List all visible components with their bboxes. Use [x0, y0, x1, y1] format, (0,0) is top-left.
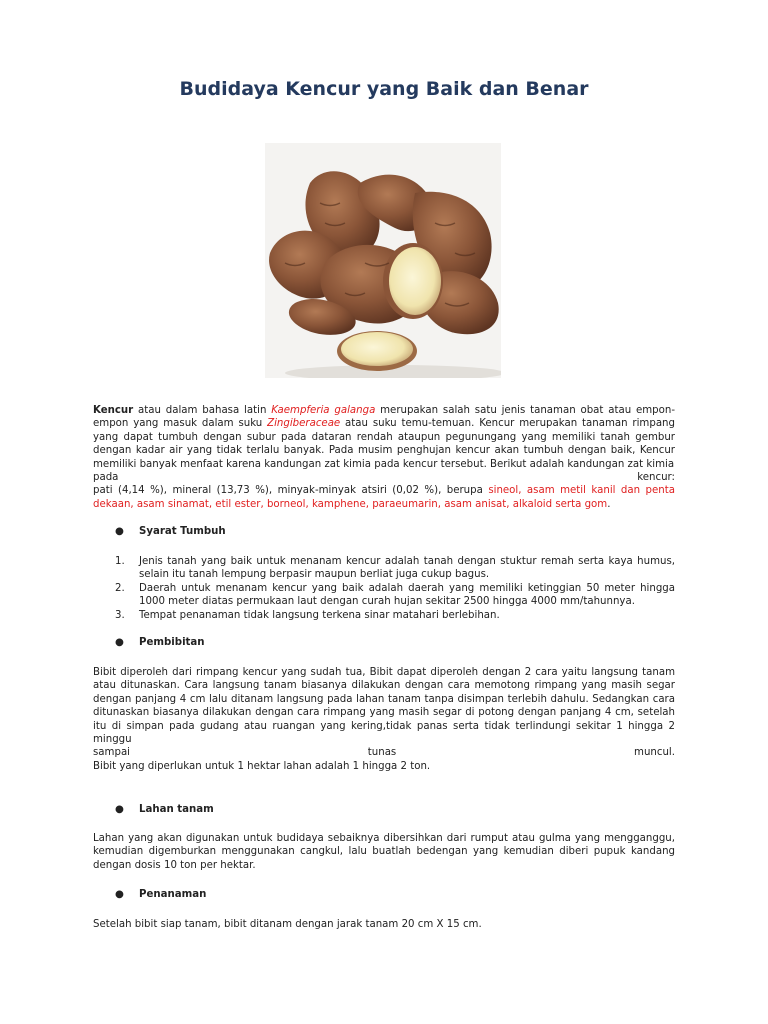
- pembibitan-paragraph: Bibit diperoleh dari rimpang kencur yang sudah tua, Bibit dapat diperoleh dengan 2 cara yaitu langsung tanam atau ditunaskan. Cara langsung tanam biasanya dilakukan dengan cara memotong rimpang yang masih segar dengan panjang 4 cm lalu ditanam langsung pada lahan tanam tanpa disimpan terlebih dahulu. Sedangkan cara ditunaskan biasanya dilakukan dengan cara rimpang yang masih segar di potong dengan panjang 4 cm, setelah itu di simpan pada gudang atau ruangan yang kering,tidak panas serta tidak terlindungi sekitar 1 hingga 2 minggu: [93, 667, 675, 746]
- lahan-paragraph: Lahan yang akan digunakan untuk budidaya sebaiknya dibersihkan dari rumput atau gulma yang mengganggu, kemudian digemburkan menggunakan cangkul, lalu buatlah bedengan yang kemudian diberi pupuk kandang dengan dosis 10 ton per hektar.: [93, 833, 675, 871]
- syarat-list: [115, 555, 675, 622]
- intro-term: Kencur: [93, 405, 134, 416]
- latin-name: Kaempferia galanga: [271, 405, 376, 416]
- bullet-icon: ●: [115, 889, 124, 900]
- intro-compounds-paragraph: [93, 484, 675, 511]
- pembibitan-heading-text: Pembibitan: [139, 637, 205, 648]
- heading-lahan-tanam: [115, 804, 214, 815]
- chemical-compounds: sineol, asam metil kanil dan penta dekaan, asam sinamat, etil ester, borneol, kamphene, paraeumarin, asam anisat, alkaloid serta gom: [93, 485, 675, 510]
- word-sampai: sampai: [93, 747, 131, 759]
- list-text: Daerah untuk menanam kencur yang baik adalah daerah yang memiliki ketinggian 50 meter hingga 1000 meter diatas permukaan laut dengan curah hujan sekitar 2500 hingga 4000 mm/tahunnya.: [139, 582, 675, 608]
- word-muncul: muncul.: [634, 747, 675, 759]
- pembibitan-last-line: Bibit yang diperlukan untuk 1 hektar lahan adalah 1 hingga 2 ton.: [93, 760, 431, 772]
- penanaman-paragraph: Setelah bibit siap tanam, bibit ditanam dengan jarak tanam 20 cm X 15 cm.: [93, 919, 482, 930]
- bullet-icon: ●: [115, 804, 124, 815]
- list-item: [115, 555, 675, 582]
- heading-pembibitan: [115, 637, 205, 648]
- list-text: Jenis tanah yang baik untuk menanam kencur adalah tanah dengan stuktur remah serta kaya humus, selain itu tanah lempung berpasir maupun berliat juga cukup bagus.: [139, 556, 675, 581]
- intro-text-5: .: [607, 498, 611, 510]
- bullet-icon: ●: [115, 526, 124, 537]
- heading-penanaman: [115, 889, 206, 900]
- list-number: 2.: [115, 582, 125, 594]
- list-item: [115, 609, 675, 622]
- bullet-icon: ●: [115, 637, 124, 648]
- intro-text-2: merupakan salah satu jenis tanaman obat atau empon-empon yang masuk dalam suku: [93, 405, 675, 430]
- intro-spread-line: [93, 471, 675, 484]
- intro-section: [93, 404, 675, 511]
- heading-syarat-tumbuh: [115, 526, 226, 537]
- intro-text-4: pati (4,14 %), mineral (13,73 %), minyak-minyak atsiri (0,02 %), berupa: [93, 485, 489, 497]
- kencur-rhizome-photo: [265, 143, 501, 378]
- intro-word-pada: pada: [93, 472, 119, 484]
- pembibitan-spread-line: [93, 746, 675, 759]
- penanaman-section: [93, 918, 675, 931]
- page-title: Budidaya Kencur yang Baik dan Benar: [179, 78, 589, 100]
- list-item: [115, 582, 675, 609]
- list-text: Tempat penanaman tidak langsung terkena sinar matahari berlebihan.: [139, 609, 500, 621]
- lahan-section: [93, 832, 675, 872]
- intro-paragraph: [93, 404, 675, 471]
- intro-word-kencur: kencur:: [637, 472, 675, 484]
- family-name: Zingiberaceae: [267, 418, 341, 430]
- intro-text-1: atau dalam bahasa latin: [133, 405, 272, 416]
- lahan-heading-text: Lahan tanam: [139, 804, 214, 815]
- syarat-heading-text: Syarat Tumbuh: [139, 526, 226, 537]
- list-number: 3.: [115, 609, 125, 621]
- pembibitan-section: [93, 666, 675, 773]
- intro-text-3: atau suku temu-temuan. Kencur merupakan tanaman rimpang yang dapat tumbuh dengan subur pada dataran rendah ataupun pegunungang yang memiliki tanah gembur dengan kadar air yang tidak terlalu banyak. Pada musim penghujan kencur akan tumbuh dengan baik, Kencur memiliki banyak menfaat karena kandungan zat kimia pada kencur tersebut. Berikut adalah kandungan zat kimia: [93, 418, 675, 470]
- list-number: 1.: [115, 556, 125, 567]
- word-tunas: tunas: [367, 747, 397, 759]
- penanaman-heading-text: Penanaman: [139, 889, 207, 900]
